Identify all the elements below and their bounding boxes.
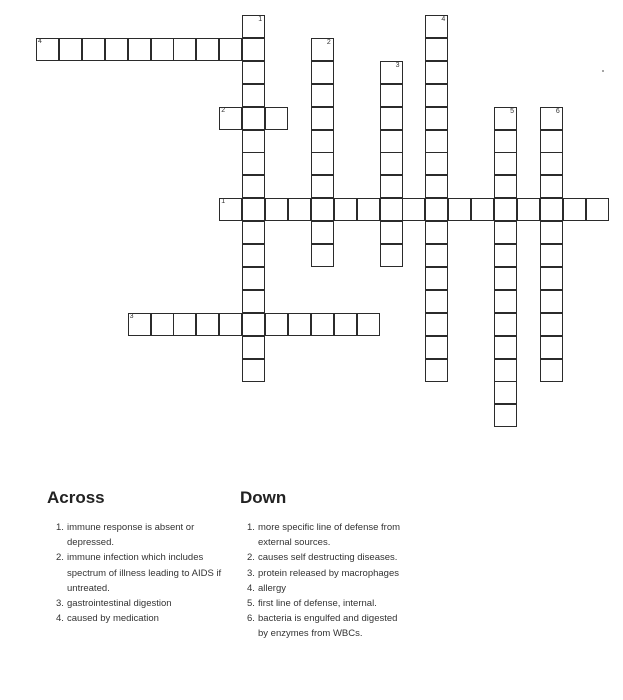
down-clue-list (247, 520, 407, 642)
crossword-cell[interactable] (242, 359, 265, 382)
crossword-cell[interactable] (540, 152, 563, 175)
clue-item: 5. first line of defense, internal. (247, 598, 377, 610)
crossword-cell[interactable] (380, 152, 403, 175)
crossword-cell[interactable] (242, 61, 265, 84)
crossword-cell[interactable] (334, 313, 357, 336)
crossword-cell[interactable] (494, 336, 517, 359)
crossword-cell[interactable] (242, 84, 265, 107)
clue-item: 4. caused by medication (56, 613, 159, 625)
crossword-cell[interactable] (219, 38, 242, 61)
crossword-cell[interactable] (242, 336, 265, 359)
crossword-cell[interactable] (402, 198, 425, 221)
crossword-cell[interactable] (380, 84, 403, 107)
crossword-cell[interactable] (196, 38, 219, 61)
crossword-cell[interactable] (540, 130, 563, 153)
crossword-cell[interactable] (288, 198, 311, 221)
crossword-cell[interactable] (448, 198, 471, 221)
crossword-cell[interactable] (494, 221, 517, 244)
clue-number: 1 (221, 198, 226, 206)
crossword-cell[interactable] (242, 313, 265, 336)
crossword-cell[interactable] (425, 15, 448, 38)
crossword-cell[interactable] (425, 221, 448, 244)
crossword-cell[interactable] (380, 244, 403, 267)
crossword-cell[interactable] (494, 359, 517, 382)
crossword-cell[interactable] (105, 38, 128, 61)
clue-number: 1 (258, 16, 263, 23)
crossword-cell[interactable] (494, 381, 517, 404)
crossword-cell[interactable] (540, 198, 563, 221)
crossword-cell[interactable] (311, 38, 334, 61)
clue-item: 4. allergy (247, 582, 286, 594)
crossword-cell[interactable] (494, 130, 517, 153)
crossword-cell[interactable] (425, 38, 448, 61)
crossword-cell[interactable] (425, 290, 448, 313)
crossword-cell[interactable] (311, 130, 334, 153)
crossword-cell[interactable] (242, 130, 265, 153)
crossword-cell[interactable] (494, 107, 517, 130)
crossword-cell[interactable] (36, 38, 59, 61)
crossword-cell[interactable] (173, 313, 196, 336)
crossword-cell[interactable] (494, 267, 517, 290)
crossword-cell[interactable] (242, 198, 265, 221)
crossword-cell[interactable] (540, 313, 563, 336)
crossword-cell[interactable] (219, 198, 242, 221)
clue-number: 3 (129, 312, 134, 320)
crossword-cell[interactable] (380, 130, 403, 153)
clue-item: 3. gastrointestinal digestion (56, 598, 172, 610)
clue-number: 3 (395, 61, 400, 69)
crossword-cell[interactable] (242, 15, 265, 38)
crossword-cell[interactable] (311, 107, 334, 130)
crossword-cell[interactable] (540, 267, 563, 290)
crossword-cell[interactable] (425, 107, 448, 130)
crossword-cell[interactable] (242, 244, 265, 267)
crossword-cell[interactable] (219, 107, 242, 130)
crossword-cell[interactable] (311, 221, 334, 244)
crossword-cell[interactable] (540, 290, 563, 313)
crossword-cell[interactable] (311, 313, 334, 336)
down-clues (240, 488, 407, 642)
crossword-cell[interactable] (586, 198, 609, 221)
crossword-cell[interactable] (494, 313, 517, 336)
crossword-cell[interactable] (494, 290, 517, 313)
crossword-cell[interactable] (494, 404, 517, 427)
crossword-cell[interactable] (540, 175, 563, 198)
clue-item: 6. bacteria is engulfed and digested by enzymes from WBCs. (247, 613, 398, 640)
crossword-cell[interactable] (265, 198, 288, 221)
crossword-cell[interactable] (311, 152, 334, 175)
crossword-cell[interactable] (380, 61, 403, 84)
clue-item: 1. more specific line of defense from external sources. (247, 522, 401, 549)
crossword-cell[interactable] (265, 107, 288, 130)
crossword-cell[interactable] (563, 198, 586, 221)
crossword-cell[interactable] (311, 84, 334, 107)
crossword-cell[interactable] (82, 38, 105, 61)
clue-item: 3. protein released by macrophages (247, 567, 400, 579)
crossword-cell[interactable] (425, 198, 448, 221)
crossword-cell[interactable] (357, 313, 380, 336)
crossword-cell[interactable] (128, 38, 151, 61)
crossword-cell[interactable] (265, 313, 288, 336)
crossword-cell[interactable] (540, 359, 563, 382)
crossword-cell[interactable] (425, 359, 448, 382)
crossword-cell[interactable] (517, 198, 540, 221)
crossword-cell[interactable] (380, 198, 403, 221)
crossword-cell[interactable] (334, 198, 357, 221)
crossword-cell[interactable] (494, 244, 517, 267)
crossword-cell[interactable] (242, 38, 265, 61)
crossword-cell[interactable] (311, 244, 334, 267)
crossword-cell[interactable] (425, 130, 448, 153)
clue-item: 2. causes self destructing diseases. (247, 552, 398, 564)
crossword-cell[interactable] (380, 221, 403, 244)
down-heading: Down (240, 488, 287, 507)
crossword-cell[interactable] (425, 61, 448, 84)
crossword-cell[interactable] (59, 38, 82, 61)
crossword-cell[interactable] (425, 152, 448, 175)
crossword-cell[interactable] (380, 175, 403, 198)
clue-item: 1. immune response is absent or depressed. (56, 522, 195, 549)
clue-number: 2 (326, 38, 331, 46)
crossword-cell[interactable] (242, 152, 265, 175)
crossword-cell[interactable] (471, 198, 494, 221)
crossword-cell[interactable] (173, 38, 196, 61)
crossword-cell[interactable] (494, 198, 517, 221)
crossword-cell[interactable] (494, 175, 517, 198)
crossword-cell[interactable] (357, 198, 380, 221)
crossword-cell[interactable] (311, 198, 334, 221)
clue-number: 6 (555, 107, 560, 115)
clue-number: 2 (221, 106, 226, 114)
crossword-cell[interactable] (242, 107, 265, 130)
crossword-cell[interactable] (540, 244, 563, 267)
crossword-cell[interactable] (288, 313, 311, 336)
crossword-cell[interactable] (196, 313, 219, 336)
crossword-cell[interactable] (128, 313, 151, 336)
crossword-cell[interactable] (494, 152, 517, 175)
across-heading: Across (47, 488, 105, 507)
clue-number: 4 (38, 37, 42, 45)
crossword-cell[interactable] (540, 107, 563, 130)
crossword-cell[interactable] (242, 221, 265, 244)
crossword-cell[interactable] (311, 175, 334, 198)
crossword-cell[interactable] (540, 336, 563, 359)
crossword-cell[interactable] (242, 290, 265, 313)
crossword-cell[interactable] (242, 267, 265, 290)
crossword-cell[interactable] (311, 61, 334, 84)
crossword-cell[interactable] (242, 175, 265, 198)
clue-number: 5 (510, 107, 514, 115)
crossword-cell[interactable] (425, 336, 448, 359)
crossword-cell[interactable] (425, 244, 448, 267)
crossword-cell[interactable] (425, 175, 448, 198)
stray-dot (602, 70, 604, 72)
crossword-cell[interactable] (151, 38, 174, 61)
crossword-cell[interactable] (425, 313, 448, 336)
clue-item: 2. immune infection which includes spectrum of illness leading to AIDS if untreated. (56, 552, 222, 594)
across-clues (47, 488, 236, 626)
clue-number: 4 (441, 16, 446, 23)
crossword-cell[interactable] (380, 107, 403, 130)
crossword-cell[interactable] (219, 313, 242, 336)
crossword-cell[interactable] (425, 267, 448, 290)
across-clue-list (56, 520, 236, 626)
crossword-cell[interactable] (425, 84, 448, 107)
crossword-cell[interactable] (540, 221, 563, 244)
crossword-cell[interactable] (151, 313, 174, 336)
